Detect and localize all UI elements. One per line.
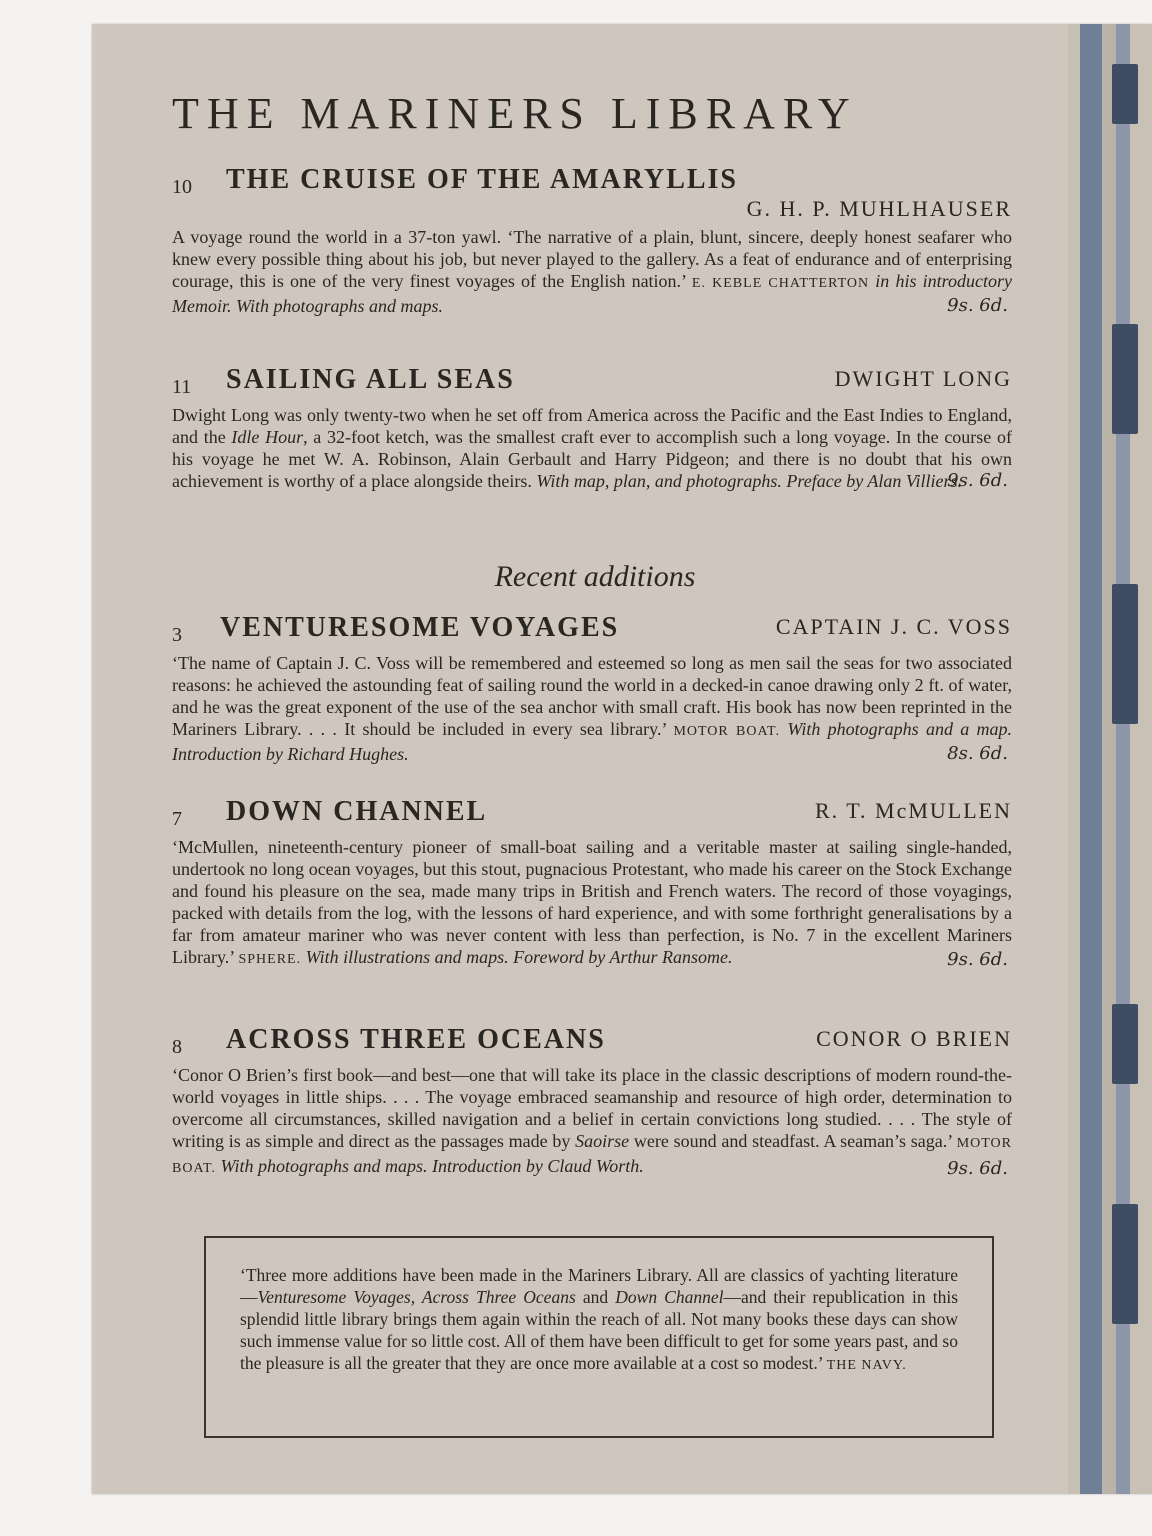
review-attribution: THE NAVY. (826, 1358, 907, 1373)
entry-number: 11 (172, 376, 192, 398)
book-jacket-back (92, 24, 1152, 1494)
entry-author: R. T. McMULLEN (814, 798, 1012, 823)
entry-price: 9s. 6d. (947, 1158, 1008, 1179)
entry-title: SAILING ALL SEAS (226, 364, 515, 395)
page-title: THE MARINERS LIBRARY (172, 89, 858, 138)
entry-author: CONOR O BRIEN (816, 1026, 1012, 1051)
entry-price: 9s. 6d. (947, 949, 1008, 970)
entry-price: 9s. 6d. (947, 295, 1008, 316)
entry-description: ‘McMullen, nineteenth-century pioneer of small-boat sailing and a veritable master at sailing single-handed, undertook no long ocean voyages, but this stout, pugnacious Protestant, who made his career on the Stock Exchange and found his pleasure on the sea, made many trips in British and French waters. The record of those voyagings, packed with details from the log, with the lessons of hard experience, and with some forthright generalisations by a far from amateur mariner who was never content with less than perfection, is No. 7 in the excellent Mariners Library.’ SPHERE. With illustrations and maps. Foreword by Arthur Ransome. (172, 837, 1012, 967)
entry-note: With photographs and a map. Introduction by Richard Hughes. (172, 719, 1013, 764)
review-quote-box: ‘Three more additions have been made in the Mariners Library. All are classics of yachting literature—Venturesome Voyages, Across Three Oceans and Down Channel—and their republication in this splendid little library brings them again within the reach of all. Not many books these days can show such immense value for so little cost. All of them have been difficult to get for some years past, and so the pleasure is all the greater that they are once more available at a cost so modest.’ THE NAVY. (204, 1236, 994, 1438)
book-entry (172, 164, 1018, 317)
entry-note: With photographs and maps. Introduction by Claud Worth. (220, 1156, 644, 1176)
jacket-content (172, 24, 1018, 1494)
entry-title: THE CRUISE OF THE AMARYLLIS (226, 164, 739, 195)
entry-header (172, 796, 1018, 836)
entry-header (172, 612, 1018, 652)
entry-description: A voyage round the world in a 37-ton yawl. ‘The narrative of a plain, blunt, sincere, deeply honest seafarer who knew every possible thing about his job, but never played to the gallery. As a feat of endurance and of enterprising courage, this is one of the very finest voyages of the English nation.’ E. KEBLE CHATTERTON in his introductory Memoir. With photographs and maps. (172, 227, 1012, 316)
entry-attribution: E. KEBLE CHATTERTON (691, 276, 870, 291)
jacket-spine (1068, 24, 1152, 1494)
entry-number: 10 (172, 176, 192, 198)
book-entry (172, 612, 1018, 765)
entry-description: ‘The name of Captain J. C. Voss will be remembered and esteemed so long as men sail the seas for two associated reasons: he achieved the astounding feat of sailing round the world in a decked-in canoe drawing only 2 ft. of water, and he was the great exponent of the use of the sea anchor with small craft. His book has now been reprinted in the Mariners Library. . . . It should be included in every sea library.’ MOTOR BOAT. With photographs and a map. Introduction by Richard Hughes. (172, 653, 1013, 764)
entry-title: VENTURESOME VOYAGES (220, 612, 620, 643)
entry-description: Dwight Long was only twenty-two when he set off from America across the Pacific and the East Indies to England, and the Idle Hour, a 32-foot ketch, was the smallest craft ever to accomplish such a long voyage. In the course of his voyage he met W. A. Robinson, Alain Gerbault and Harry Pidgeon; and there is no doubt that his own achievement is worthy of a place alongside theirs. With map, plan, and photographs. Preface by Alan Villiers. (172, 405, 1012, 491)
entry-price: 8s. 6d. (947, 743, 1008, 764)
entry-title: DOWN CHANNEL (226, 796, 488, 827)
section-heading: Recent additions (494, 560, 696, 593)
entry-author: DWIGHT LONG (834, 366, 1012, 391)
entry-number: 7 (172, 808, 182, 830)
book-entry (172, 364, 1018, 492)
entry-number: 8 (172, 1036, 182, 1058)
entry-attribution: MOTOR BOAT. (673, 724, 781, 739)
entry-number: 3 (172, 624, 182, 646)
book-entry (172, 1024, 1018, 1180)
entry-price: 9s. 6d. (947, 470, 1008, 491)
entry-note: With map, plan, and photographs. Preface by Alan Villiers. (536, 471, 963, 491)
entry-header (172, 164, 1018, 226)
entry-header (172, 364, 1018, 404)
entry-author: CAPTAIN J. C. VOSS (775, 614, 1012, 639)
entry-description: ‘Conor O Brien’s first book—and best—one that will take its place in the classic descriptions of modern round-the-world voyages in little ships. . . . The voyage embraced seamanship and resource of high order, determination to overcome all circumstances, skilled navigation and a belief in certain convictions long studied. . . . The style of writing is as simple and direct as the passages made by Saoirse were sound and steadfast. A seaman’s saga.’ MOTOR BOAT. With photographs and maps. Introduction by Claud Worth. (172, 1065, 1013, 1176)
entry-note: With illustrations and maps. Foreword by Arthur Ransome. (305, 947, 733, 967)
entry-header (172, 1024, 1018, 1064)
entry-attribution: MOTOR BOAT. (172, 1136, 1013, 1176)
entry-author: G. H. P. MUHLHAUSER (746, 196, 1012, 221)
entry-title: ACROSS THREE OCEANS (226, 1024, 606, 1055)
entry-note: in his introductory Memoir. With photographs and maps. (172, 271, 1012, 316)
entry-attribution: SPHERE. (238, 952, 302, 967)
book-entry (172, 796, 1018, 971)
